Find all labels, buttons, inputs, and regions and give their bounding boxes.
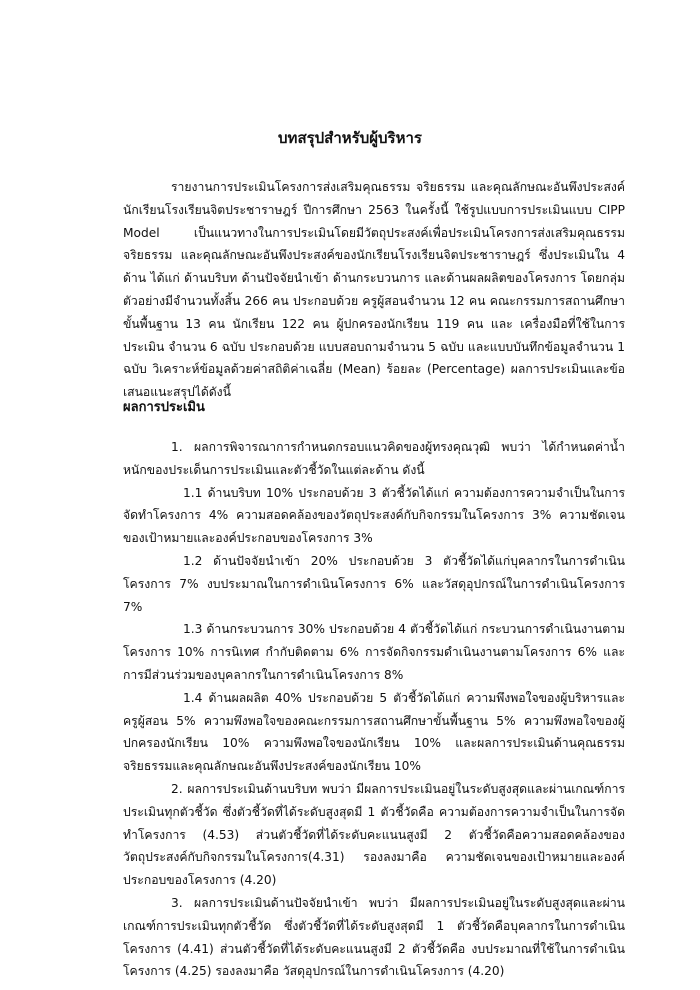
result-item-1-4: 1.4 ด้านผลผลิต 40% ประกอบด้วย 5 ตัวชี้วัดได้แก่ ความพึงพอใจของผู้บริหารและครูผู้สอน 5% ความพึงพอใจของคณะกรรมการสถานศึกษาขั้นพื้นฐาน 5% ความพึงพอใจของผู้ปกครองนักเรียน 10% ความพึงพอใจของนักเรียน 10% และผลการประเมินด้านคุณธรรมจริยธรรมและคุณลักษณะอันพึงประสงค์ของนักเรียน 10% — [123, 690, 625, 774]
result-item-1-3: 1.3 ด้านกระบวนการ 30% ประกอบด้วย 4 ตัวชี้วัดได้แก่ กระบวนการดำเนินงานตามโครงการ 10% การนิเทศ กำกับติดตาม 6% การจัดกิจกรรมดำเนินงานตามโครงการ 6% และการมีส่วนร่วมของบุคลากรในการดำเนินโครงการ 8% — [123, 622, 625, 682]
abstract-section — [123, 176, 625, 404]
abstract-paragraph: รายงานการประเมินโครงการส่งเสริมคุณธรรม จริยธรรม และคุณลักษณะอันพึงประสงค์ นักเรียนโรงเรียนจิตประชาราษฎร์ ปีการศึกษา 2563 ในครั้งนี้ ใช้รูปแบบการประเมินแบบ CIPP Model เป็นแนวทางในการประเมินโดยมีวัตถุประสงค์เพื่อประเมินโครงการส่งเสริมคุณธรรม จริยธรรม และคุณลักษณะอันพึงประสงค์ของนักเรียนโรงเรียนจิตประชาราษฎร์ ซึ่งประเมินใน 4 ด้าน ได้แก่ ด้านบริบท ด้านปัจจัยนำเข้า ด้านกระบวนการ และด้านผลผลิตของโครงการ โดยกลุ่มตัวอย่างมีจำนวนทั้งสิ้น 266 คน ประกอบด้วย ครูผู้สอนจำนวน 12 คน คณะกรรมการสถานศึกษาขั้นพื้นฐาน 13 คน นักเรียน 122 คน ผู้ปกครองนักเรียน 119 คน และ เครื่องมือที่ใช้ในการประเมิน จำนวน 6 ฉบับ ประกอบด้วย แบบสอบถามจำนวน 5 ฉบับ และแบบบันทึกข้อมูลจำนวน 1 ฉบับ วิเคราะห์ข้อมูลด้วยค่าสถิติค่าเฉลี่ย (Mean) ร้อยละ (Percentage) ผลการประเมินและข้อเสนอแนะสรุปได้ดังนี้ — [123, 180, 625, 400]
result-item-1: 1. ผลการพิจารณาการกำหนดกรอบแนวคิดของผู้ทรงคุณวุฒิ พบว่า ได้กำหนดค่าน้ำหนักของประเด็นการประเมินและตัวชี้วัดในแต่ละด้าน ดังนี้ — [123, 440, 625, 477]
results-section — [123, 436, 625, 983]
page-title: บทสรุปสำหรับผู้บริหาร — [278, 129, 422, 147]
result-item-2: 2. ผลการประเมินด้านบริบท พบว่า มีผลการประเมินอยู่ในระดับสูงสุดและผ่านเกณฑ์การประเมินทุกตัวชี้วัด ซึ่งตัวชี้วัดที่ได้ระดับสูงสุดมี 1 ตัวชี้วัดคือ ความต้องการความจำเป็นในการจัดทำโครงการ (4.53) ส่วนตัวชี้วัดที่ได้ระดับคะแนนสูงมี 2 ตัวชี้วัดคือความสอดคล้องของวัตถุประสงค์กับกิจกรรมในโครงการ(4.31) รองลงมาคือ ความชัดเจนของเป้าหมายและองค์ประกอบของโครงการ (4.20) — [123, 781, 625, 888]
result-item-1-1: 1.1 ด้านบริบท 10% ประกอบด้วย 3 ตัวชี้วัดได้แก่ ความต้องการความจำเป็นในการจัดทำโครงการ 4% ความสอดคล้องของวัตถุประสงค์กับกิจกรรมในโครงการ 3% ความชัดเจนของเป้าหมายและองค์ประกอบของโครงการ 3% — [123, 485, 625, 546]
result-item-3: 3. ผลการประเมินด้านปัจจัยนำเข้า พบว่า มีผลการประเมินอยู่ในระดับสูงสุดและผ่านเกณฑ์การประเมินทุกตัวชี้วัด ซึ่งตัวชี้วัดที่ได้ระดับสูงสุดมี 1 ตัวชี้วัดคือบุคลากรในการดำเนินโครงการ (4.41) ส่วนตัวชี้วัดที่ได้ระดับคะแนนสูงมี 2 ตัวชี้วัดคือ งบประมาณที่ใช้ในการดำเนินโครงการ (4.25) รองลงมาคือ วัสดุอุปกรณ์ในการดำเนินโครงการ (4.20) — [123, 895, 625, 979]
results-heading: ผลการประเมิน — [123, 400, 205, 415]
result-item-1-2: 1.2 ด้านปัจจัยนำเข้า 20% ประกอบด้วย 3 ตัวชี้วัดได้แก่บุคลากรในการดำเนินโครงการ 7% งบประมาณในการดำเนินโครงการ 6% และวัสดุอุปกรณ์ในการดำเนินโครงการ 7% — [123, 553, 625, 614]
